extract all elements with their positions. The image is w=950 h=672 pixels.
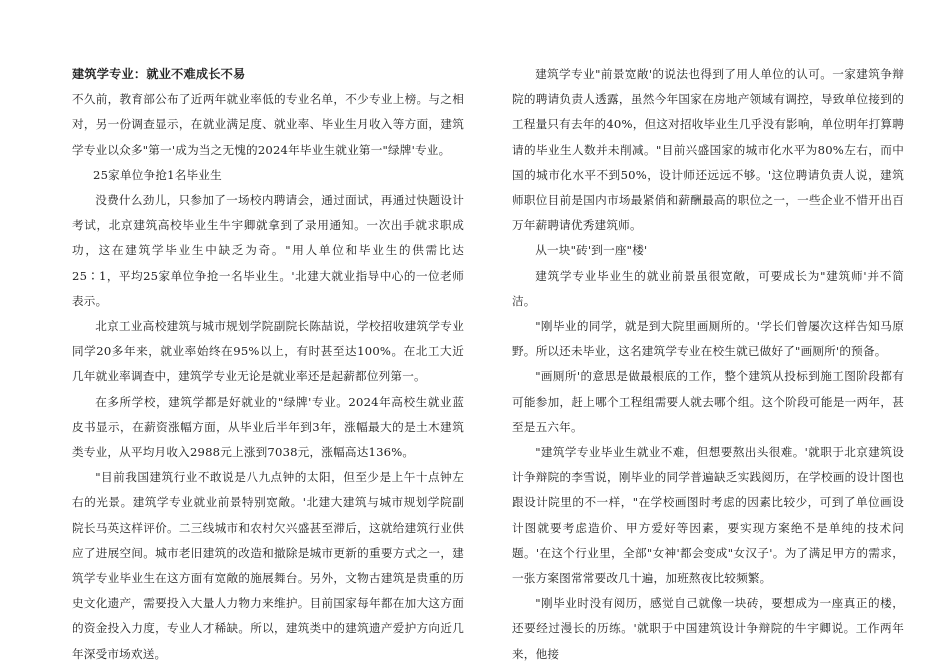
right-paragraph-6: "刚毕业时没有阅历，感觉自己就像一块砖，要想成为一座真正的楼，还要经过漫长的历练。'就职于中国建筑设计争辩院的牛宇卿说。工作两年来，他接 <box>512 596 904 661</box>
article-title: 建筑学专业：就业不难成长不易 <box>72 67 246 81</box>
left-paragraph-2: 没费什么劲儿，只参加了一场校内聘请会，通过面试，再通过快题设计考试，北京建筑高校毕业生牛宇卿就拿到了录用通知。一次出手就求职成功，这在建筑学毕业生中缺乏为奇。"用人单位和毕业生的供需比达25∶1，平均25家单位争抢一名毕业生。'北建大就业指导中心的一位老师表示。 <box>72 193 464 308</box>
right-paragraph-5: "建筑学专业毕业生就业不难，但想要熬出头很难。'就职于北京建筑设计争辩院的李雪说，刚毕业的同学普遍缺乏实践阅历，在学校画的设计图也跟设计院里的不一样，"在学校画图时考虑的因素比较少，可到了单位画设计图就要考虑造价、甲方爱好等因素，要实现方案绝不是单纯的技术问题。'在这个行业里，全部"女神'都会变成"女汉子'。为了满足甲方的需求，一张方案图常常要改几十遍，加班熬夜比较频繁。 <box>512 445 904 586</box>
left-paragraph-3: 北京工业高校建筑与城市规划学院副院长陈喆说，学校招收建筑学专业同学20多年来，就业率始终在95%以上，有时甚至达100%。在北工大近几年就业率调查中，建筑学专业无论是就业率还是起薪都位列第一。 <box>72 319 464 384</box>
left-column <box>72 62 464 667</box>
right-paragraph-2: 建筑学专业毕业生的就业前景虽很宽敞，可要成长为"建筑师'并不简洁。 <box>512 268 904 308</box>
left-paragraph-5: "目前我国建筑行业不敢说是八九点钟的太阳，但至少是上午十点钟左右的光景。建筑学专业就业前景特别宽敞。'北建大建筑与城市规划学院副院长马英这样评价。二三线城市和农村欠兴盛甚至滞后，这就给建筑行业供应了进展空间。城市老旧建筑的改造和撤除是城市更新的重要方式之一，建筑学专业毕业生在这方面有宽敞的施展舞台。另外，文物古建筑是贵重的历史文化遗产，需要投入大量人力物力来维护。目前国家每年都在加大这方面的资金投入力度，专业人才稀缺。所以，建筑类中的建筑遗产爱护方向近几年深受市场欢送。 <box>72 470 464 661</box>
left-paragraph-1: 不久前，教育部公布了近两年就业率低的专业名单，不少专业上榜。与之相对，另一份调查显示，在就业满足度、就业率、毕业生月收入等方面，建筑学专业以众多"第一'成为当之无愧的2024年毕业生就业第一"绿牌'专业。 <box>72 92 464 157</box>
right-paragraph-4: "画厕所'的意思是做最根底的工作，整个建筑从投标到施工图阶段都有可能参加，赶上哪个工程组需要人就去哪个组。这个阶段可能是一两年，甚至是五六年。 <box>512 369 904 434</box>
right-column <box>512 62 904 667</box>
left-paragraph-4: 在多所学校，建筑学都是好就业的"绿牌'专业。2024年高校生就业蓝皮书显示，在薪资涨幅方面，从毕业后半年到3年，涨幅最大的是土木建筑类专业，从平均月收入2988元上涨到7038元，涨幅高达136%。 <box>72 394 464 460</box>
right-paragraph-1: 建筑学专业"前景宽敞'的说法也得到了用人单位的认可。一家建筑争辩院的聘请负责人透露，虽然今年国家在房地产领域有调控，导致单位接到的工程量只有去年的40%，但这对招收毕业生几乎没有影响，单位明年打算聘请的毕业生人数并未削减。"目前兴盛国家的城市化水平为80%左右，而中国的城市化水平不到50%，设计师还远远不够。'这位聘请负责人说，建筑师职位目前是国内市场最紧俏和薪酬最高的职位之一，一些企业不惜开出百万年薪聘请优秀建筑师。 <box>512 67 904 233</box>
right-section-subheading: 从一块"砖'到一座"楼' <box>535 243 648 258</box>
right-paragraph-3: "刚毕业的同学，就是到大院里画厕所的。'学长们曾屡次这样告知马原野。所以还未毕业，这名建筑学专业在校生就已做好了"画厕所'的预备。 <box>512 319 904 359</box>
section-subheading: 25家单位争抢1名毕业生 <box>93 167 222 182</box>
